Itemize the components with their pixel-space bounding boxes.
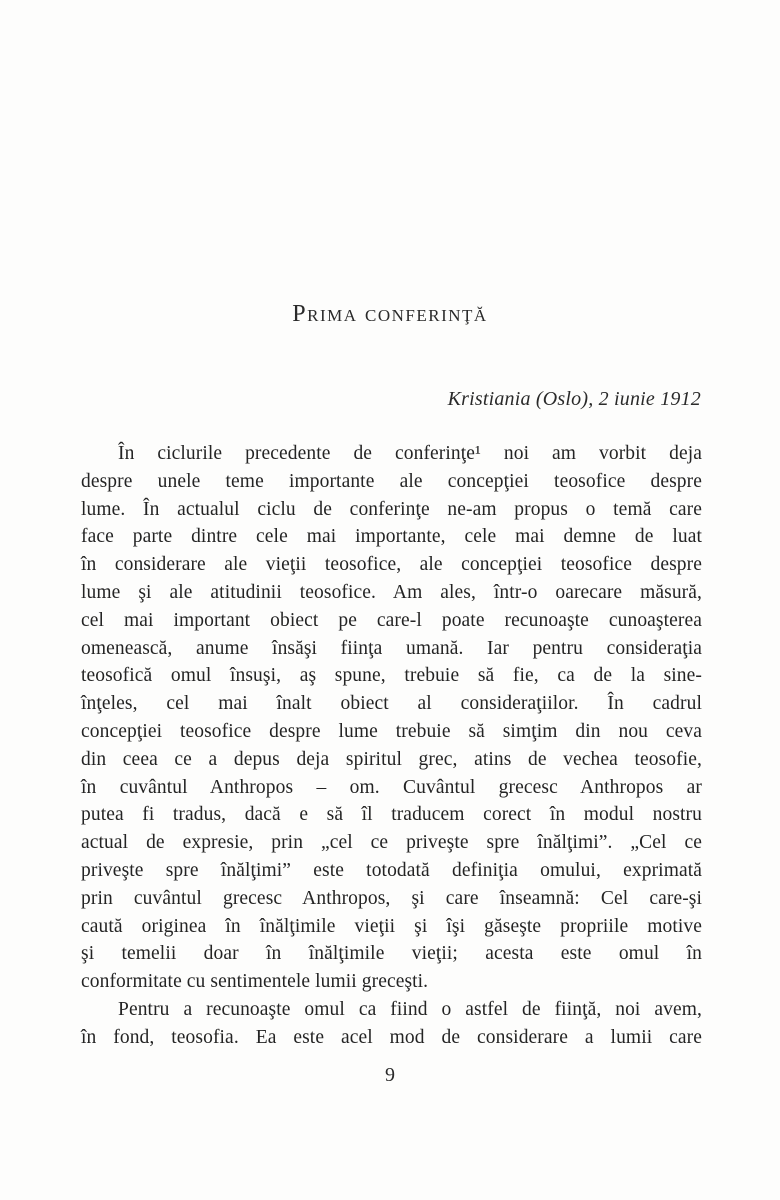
chapter-title: Prima conferinţă [292, 301, 488, 327]
text-line: în considerare ale vieţii teosofice, ale concepţiei teosofice despre [81, 554, 702, 576]
text-line: cel mai important obiect pe care-l poate recunoaşte cunoaşterea [81, 609, 702, 631]
page-number: 9 [385, 1064, 395, 1086]
paragraph-1 [81, 440, 702, 996]
text-line: înţeles, cel mai înalt obiect al consideraţiilor. În cadrul [81, 693, 702, 715]
text-line: face parte dintre cele mai importante, cele mai demne de luat [81, 526, 702, 548]
text-line: priveşte spre înălţimi” este totodată definiţia omului, exprimată [81, 859, 702, 881]
text-line: omenească, anume însăşi fiinţa umană. Iar pentru consideraţia [81, 637, 702, 659]
lecture-dateline: Kristiania (Oslo), 2 iunie 1912 [447, 388, 701, 410]
text-line: conformitate cu sentimentele lumii greceşti. [81, 971, 429, 993]
body-text [81, 440, 702, 1052]
text-line: caută originea în înălţimile vieţii şi îşi găseşte propriile motive [81, 915, 702, 937]
text-line: lume şi ale atitudinii teosofice. Am ales, într-o oarecare măsură, [81, 581, 702, 603]
text-line: concepţiei teosofice despre lume trebuie să simţim din nou ceva [81, 720, 702, 742]
paragraph-2 [81, 996, 702, 1052]
text-line: despre unele teme importante ale concepţiei teosofice despre [81, 470, 702, 492]
text-line: Pentru a recunoaşte omul ca fiind o astfel de fiinţă, noi avem, [118, 998, 702, 1020]
text-line: actual de expresie, prin „cel ce priveşte spre înălţimi”. „Cel ce [81, 832, 702, 854]
text-line: lume. În actualul ciclu de conferinţe ne-am propus o temă care [81, 498, 702, 520]
text-line: şi temelii doar în înălţimile vieţii; acesta este omul în [81, 943, 702, 965]
text-line: în fond, teosofia. Ea este acel mod de considerare a lumii care [81, 1026, 702, 1048]
text-line: În ciclurile precedente de conferinţe¹ noi am vorbit deja [118, 443, 702, 464]
text-line: prin cuvântul grecesc Anthropos, şi care înseamnă: Cel care-şi [81, 887, 702, 909]
text-line: putea fi tradus, dacă e să îl traducem corect în modul nostru [81, 804, 702, 826]
text-line: din ceea ce a depus deja spiritul grec, atins de vechea teosofie, [81, 748, 702, 770]
text-line: teosofică omul însuşi, aş spune, trebuie să fie, ca de la sine- [81, 665, 702, 687]
text-line: în cuvântul Anthropos – om. Cuvântul grecesc Anthropos ar [81, 776, 702, 798]
